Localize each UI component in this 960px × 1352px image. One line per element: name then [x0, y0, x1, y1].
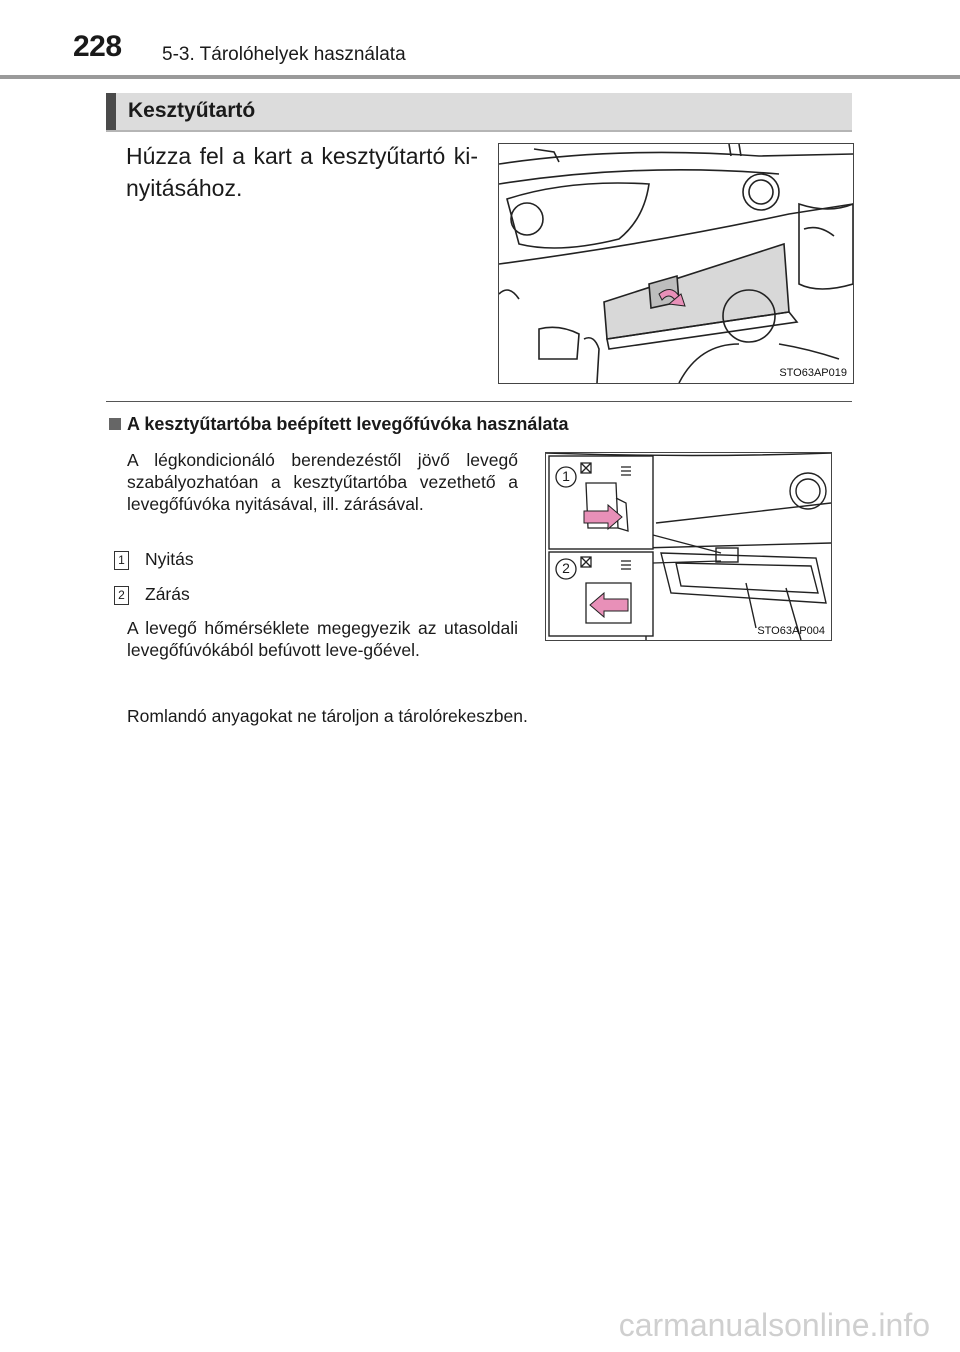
item-number: 2 [114, 586, 129, 605]
figure-code: STO63AP019 [779, 367, 847, 379]
list-item [114, 584, 190, 605]
watermark: carmanualsonline.info [618, 1307, 930, 1343]
section-divider [106, 401, 852, 402]
subsection-heading [109, 414, 568, 435]
chapter-title: 5-3. Tárolóhelyek használata [162, 44, 406, 65]
page-number: 228 [73, 30, 122, 63]
figure-code: STO63AP004 [757, 625, 825, 637]
intro-paragraph: A légkondicionáló berendezéstől jövő levegő szabályozhatóan a kesztyűtartóba vezethető a levegőfúvóka nyitásával, ill. zárásával. [127, 450, 518, 514]
item-number: 1 [114, 551, 129, 570]
section-heading-bar [106, 93, 116, 130]
item-label: Nyitás [145, 549, 194, 569]
subsection-title: A kesztyűtartóba beépített levegőfúvóka használata [127, 414, 569, 434]
section-heading [106, 93, 852, 132]
callout-2: 2 [562, 560, 570, 576]
header-rule [0, 75, 960, 79]
bullet-square-icon [109, 418, 121, 430]
air-vent-drawing [546, 453, 831, 640]
note-paragraph: A levegő hőmérséklete megegyezik az utasoldali levegőfúvókából befúvott leve-gőével. [127, 618, 518, 660]
section-title: Kesztyűtartó [128, 99, 256, 122]
dashboard-drawing [499, 144, 853, 383]
glovebox-illustration [498, 143, 854, 384]
callout-1: 1 [562, 468, 570, 484]
item-label: Zárás [145, 584, 190, 604]
air-vent-illustration [545, 452, 832, 641]
list-item [114, 549, 194, 570]
warning-text: Romlandó anyagokat ne tároljon a tárolórekeszben. [127, 706, 528, 726]
instruction-text: Húzza fel a kart a kesztyűtartó ki-nyitásához. [126, 143, 478, 201]
